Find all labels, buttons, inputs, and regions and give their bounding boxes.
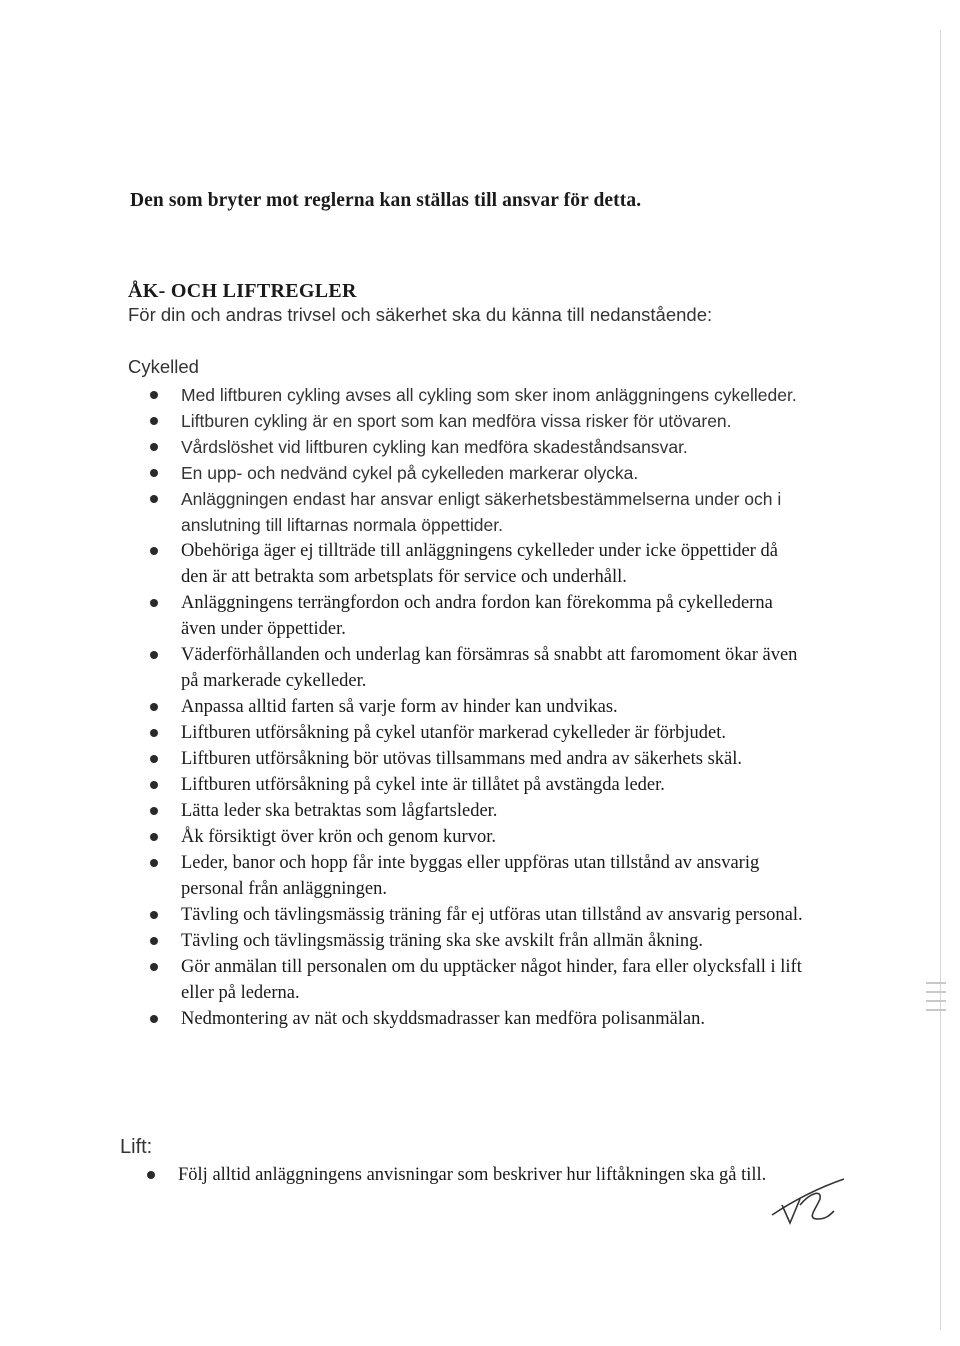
intro-text: För din och andras trivsel och säkerhet ska du känna till nedanstående: — [128, 304, 713, 325]
bullet-icon — [147, 1171, 155, 1179]
scan-marks — [926, 975, 946, 1045]
bullet-icon — [150, 469, 158, 477]
bullet-icon — [150, 495, 158, 503]
list-item: Nedmontering av nät och skyddsmadrasser kan medföra polisanmälan. — [148, 1006, 808, 1032]
list-item: Leder, banor och hopp får inte byggas eller uppföras utan tillstånd av ansvarig personal från anläggningen. — [148, 850, 808, 902]
bullet-icon — [150, 937, 158, 945]
bullet-icon — [150, 755, 158, 763]
scan-edge-line — [940, 30, 941, 1330]
list-item: Anläggningen endast har ansvar enligt säkerhetsbestämmelserna under och i anslutning till liftarnas normala öppettider. — [148, 486, 808, 538]
list-item: Anpassa alltid farten så varje form av hinder kan undvikas. — [148, 694, 808, 720]
bullet-icon — [150, 807, 158, 815]
bullet-icon — [150, 729, 158, 737]
list-item: Gör anmälan till personalen om du upptäcker något hinder, fara eller olycksfall i lift eller på lederna. — [148, 954, 808, 1006]
list-item: Vårdslöshet vid liftburen cykling kan medföra skadeståndsansvar. — [148, 434, 808, 460]
bullet-icon — [150, 391, 158, 399]
list-item: Lätta leder ska betraktas som lågfartsleder. — [148, 798, 808, 824]
warning-text: Den som bryter mot reglerna kan ställas till ansvar för detta. — [130, 190, 642, 211]
list-item: Följ alltid anläggningens anvisningar som beskriver hur liftåkningen ska gå till. — [145, 1162, 805, 1188]
bullet-icon — [150, 547, 158, 555]
bullet-icon — [150, 417, 158, 425]
rules-heading: ÅK- OCH LIFTREGLER — [128, 280, 357, 302]
list-item: Obehöriga äger ej tillträde till anläggningens cykelleder under icke öppettider då den är att betrakta som arbetsplats för service och underhåll. — [148, 538, 808, 590]
bullet-icon — [150, 443, 158, 451]
list-item: En upp- och nedvänd cykel på cykelleden markerar olycka. — [148, 460, 808, 486]
section-label-cykelled: Cykelled — [128, 356, 199, 377]
bullet-icon — [150, 599, 158, 607]
bullet-icon — [150, 703, 158, 711]
bullet-icon — [150, 781, 158, 789]
lift-rules-list — [145, 1162, 805, 1188]
list-item: Liftburen utförsåkning på cykel utanför markerad cykelleder är förbjudet. — [148, 720, 808, 746]
list-item: Anläggningens terrängfordon och andra fordon kan förekomma på cykellederna även under öppettider. — [148, 590, 808, 642]
bullet-icon — [150, 911, 158, 919]
list-item: Väderförhållanden och underlag kan försämras så snabbt att faromoment ökar även på markerade cykelleder. — [148, 642, 808, 694]
list-item: Åk försiktigt över krön och genom kurvor. — [148, 824, 808, 850]
signature-mark — [760, 1175, 850, 1230]
list-item: Liftburen cykling är en sport som kan medföra vissa risker för utövaren. — [148, 408, 808, 434]
bullet-icon — [150, 859, 158, 867]
bullet-icon — [150, 963, 158, 971]
bullet-icon — [150, 1015, 158, 1023]
list-item: Med liftburen cykling avses all cykling som sker inom anläggningens cykelleder. — [148, 382, 808, 408]
list-item: Tävling och tävlingsmässig träning får ej utföras utan tillstånd av ansvarig personal. — [148, 902, 808, 928]
bullet-icon — [150, 833, 158, 841]
section-label-lift: Lift: — [120, 1136, 153, 1158]
list-item: Liftburen utförsåkning bör utövas tillsammans med andra av säkerhets skäl. — [148, 746, 808, 772]
list-item: Liftburen utförsåkning på cykel inte är tillåtet på avstängda leder. — [148, 772, 808, 798]
list-item: Tävling och tävlingsmässig träning ska ske avskilt från allmän åkning. — [148, 928, 808, 954]
bullet-icon — [150, 651, 158, 659]
cykelled-rules-list — [148, 382, 808, 1032]
